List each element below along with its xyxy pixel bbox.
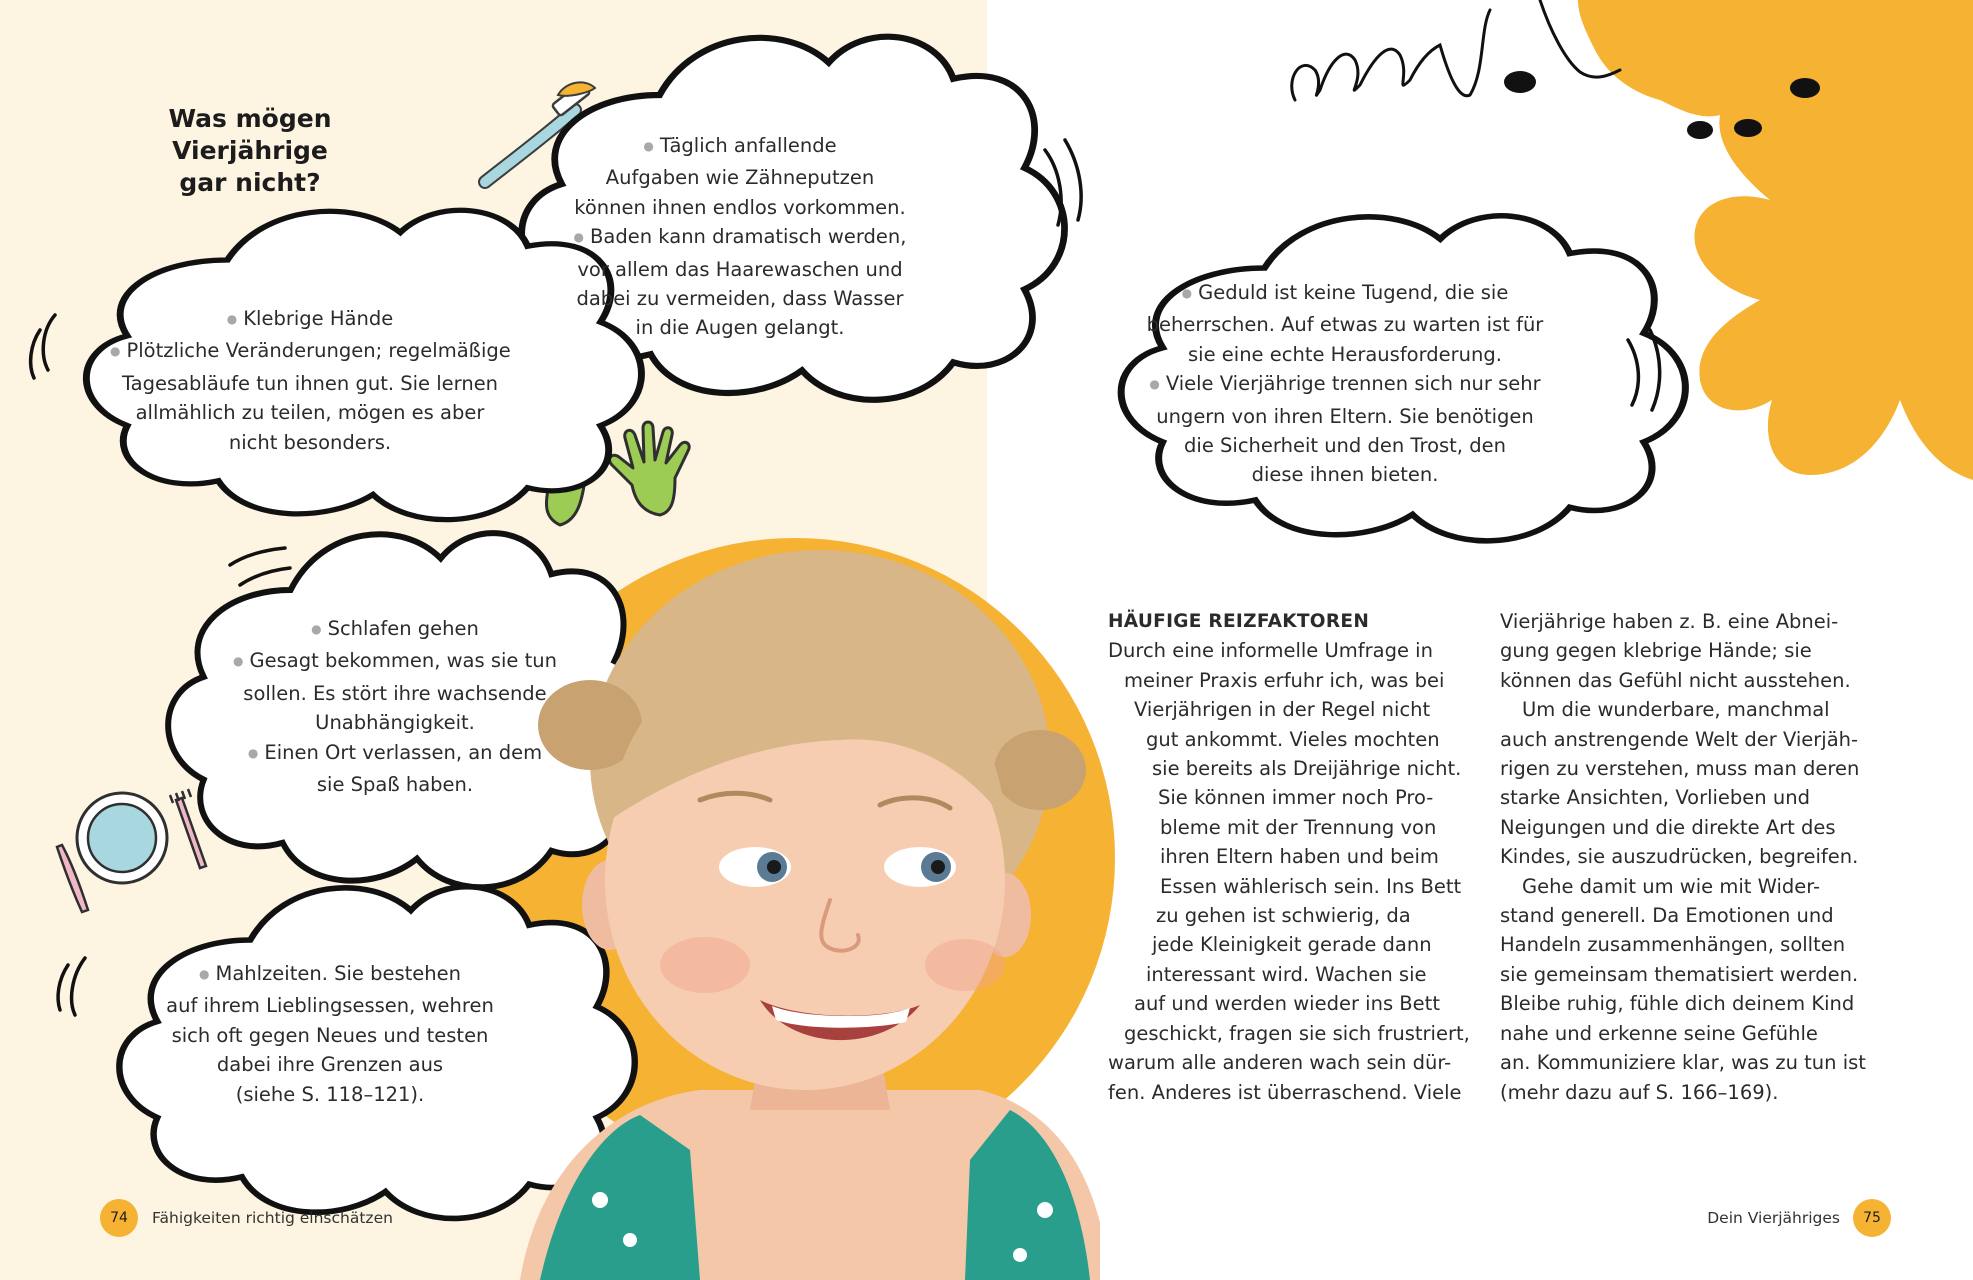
bubble-line: sich oft gegen Neues und testen xyxy=(171,1023,489,1047)
page-number-right: 75 xyxy=(1853,1199,1891,1237)
black-dot xyxy=(1504,71,1536,93)
bubble-line: dabei ihre Grenzen aus xyxy=(216,1053,444,1077)
heading-line: gar nicht? xyxy=(179,168,321,197)
bubble-line: können ihnen endlos vorkommen. xyxy=(574,195,906,219)
column-line: Gehe damit um wie mit Wider- xyxy=(1522,874,1821,898)
bullet-icon: ● xyxy=(199,967,210,981)
heading-line: Was mögen Vierjährige xyxy=(168,104,332,165)
column-line: Handeln zusammenhängen, sollten xyxy=(1500,933,1846,957)
column-line: auch anstrengende Welt der Vierjäh- xyxy=(1500,727,1859,751)
bullet-icon: ● xyxy=(1149,377,1160,392)
bubble-line: diese ihnen bieten. xyxy=(1251,463,1439,487)
column-line: gung gegen klebrige Hände; sie xyxy=(1500,639,1812,663)
column-line: jede Kleinigkeit gerade dann xyxy=(1152,933,1432,957)
section-heading: HÄUFIGE REIZFAKTOREN xyxy=(1108,611,1370,632)
bubble-line: dabei zu vermeiden, dass Wasser xyxy=(576,287,904,311)
column-line: (mehr dazu auf S. 166–169). xyxy=(1500,1080,1779,1104)
column-line: Durch eine informelle Umfrage in xyxy=(1108,639,1433,663)
bubble-text-toothbrush xyxy=(560,131,920,343)
bullet-icon: ● xyxy=(573,230,585,245)
column-line: Sie können immer noch Pro- xyxy=(1158,786,1434,810)
bubble-line: ● Einen Ort verlassen, an dem xyxy=(247,740,543,764)
column-line: zu gehen ist schwierig, da xyxy=(1156,904,1411,928)
bullet-icon: ● xyxy=(226,312,238,326)
bubble-text-sleep xyxy=(215,614,575,799)
black-dot xyxy=(1687,121,1713,139)
plate-icon xyxy=(77,793,167,883)
bubble-line: allmählich zu teilen, mögen es aber xyxy=(135,401,485,425)
bullet-icon: ● xyxy=(1181,286,1193,300)
bubble-line: ● Mahlzeiten. Sie bestehen xyxy=(199,962,461,985)
page-heading xyxy=(100,103,400,199)
bubble-line: Unabhängigkeit. xyxy=(315,711,475,735)
bubble-line: beherrschen. Auf etwas zu warten ist für xyxy=(1146,313,1544,337)
bubble-line: ● Geduld ist keine Tugend, die sie xyxy=(1181,281,1509,304)
column-line: meiner Praxis erfuhr ich, was bei xyxy=(1124,668,1445,692)
bullet-icon: ● xyxy=(247,745,259,760)
text-column-2 xyxy=(1500,607,1880,1107)
bubble-line: ● Viele Vierjährige trennen sich nur sehr xyxy=(1149,372,1541,396)
column-line: Bleibe ruhig, fühle dich deinem Kind xyxy=(1500,992,1855,1016)
column-line: geschickt, fragen sie sich frustriert, xyxy=(1124,1021,1470,1045)
column-line: Vierjährigen in der Regel nicht xyxy=(1134,698,1431,722)
column-line: nahe und erkenne seine Gefühle xyxy=(1500,1021,1818,1045)
column-line: gut ankommt. Vieles mochten xyxy=(1146,727,1440,751)
bubble-line: sie Spaß haben. xyxy=(316,773,474,797)
column-line: Essen wählerisch sein. Ins Bett xyxy=(1160,874,1462,898)
column-line: bleme mit der Trennung von xyxy=(1160,815,1437,839)
black-squiggle xyxy=(1292,10,1490,100)
column-line: sie bereits als Dreijährige nicht. xyxy=(1152,757,1462,781)
bubble-line: ● Baden kann dramatisch werden, xyxy=(573,225,907,249)
bubble-line: sollen. Es stört ihre wachsende xyxy=(243,681,547,705)
bubble-line: Tagesabläufe tun ihnen gut. Sie lernen xyxy=(121,371,499,395)
bubble-line: sie eine echte Herausforderung. xyxy=(1188,342,1502,366)
bubble-line: ● Gesagt bekommen, was sie tun xyxy=(233,649,557,673)
bubble-line: ● Täglich anfallende xyxy=(643,134,837,157)
column-line: ihren Eltern haben und beim xyxy=(1160,845,1439,869)
black-dot xyxy=(1790,78,1820,98)
column-line: Kindes, sie auszudrücken, begreifen. xyxy=(1500,845,1859,869)
footer-label-left: Fähigkeiten richtig einschätzen xyxy=(152,1209,393,1227)
bubble-line: die Sicherheit und den Trost, den xyxy=(1184,434,1506,458)
column-line: stand generell. Da Emotionen und xyxy=(1500,904,1834,928)
bubble-line: (siehe S. 118–121). xyxy=(235,1082,425,1106)
bubble-line: auf ihrem Lieblingsessen, wehren xyxy=(166,994,494,1018)
bubble-text-right xyxy=(1145,278,1545,490)
bubble-line: Aufgaben wie Zähneputzen xyxy=(605,166,875,190)
column-line: auf und werden wieder ins Bett xyxy=(1134,992,1440,1016)
column-line: starke Ansichten, Vorlieben und xyxy=(1500,786,1810,810)
page-number-left: 74 xyxy=(100,1199,138,1237)
bullet-icon: ● xyxy=(110,344,121,359)
column-line: fen. Anderes ist überraschend. Viele xyxy=(1108,1080,1462,1104)
bubble-line: vor allem das Haarewaschen und xyxy=(577,257,903,281)
bubble-text-hands xyxy=(110,304,510,457)
black-dot xyxy=(1734,119,1762,137)
text-column-1 xyxy=(1108,607,1470,1107)
footer-label-right: Dein Vierjähriges xyxy=(1707,1209,1840,1227)
column-line: an. Kommuniziere klar, was zu tun ist xyxy=(1500,1051,1866,1075)
column-line: interessant wird. Wachen sie xyxy=(1146,962,1427,986)
bubble-text-meals xyxy=(150,959,510,1109)
bubble-line: ● Plötzliche Veränderungen; regelmäßige xyxy=(110,339,511,363)
column-line: warum alle anderen wach sein dür- xyxy=(1108,1051,1452,1075)
column-line: Um die wunderbare, manchmal xyxy=(1522,698,1830,722)
bubble-line: nicht besonders. xyxy=(228,430,392,454)
bullet-icon: ● xyxy=(311,622,322,636)
bullet-icon: ● xyxy=(643,139,654,153)
column-line: sie gemeinsam thematisiert werden. xyxy=(1500,962,1859,986)
bubble-line: in die Augen gelangt. xyxy=(635,316,845,340)
bubble-line: ungern von ihren Eltern. Sie benötigen xyxy=(1156,404,1534,428)
bubble-line: ● Schlafen gehen xyxy=(311,617,479,640)
column-line: können das Gefühl nicht ausstehen. xyxy=(1500,668,1851,692)
bubble-line: ● Klebrige Hände xyxy=(226,307,394,330)
column-line: Neigungen und die direkte Art des xyxy=(1500,815,1836,839)
bullet-icon: ● xyxy=(233,654,244,669)
column-line: rigen zu verstehen, muss man deren xyxy=(1500,757,1860,781)
column-line: Vierjährige haben z. B. eine Abnei- xyxy=(1500,610,1839,633)
